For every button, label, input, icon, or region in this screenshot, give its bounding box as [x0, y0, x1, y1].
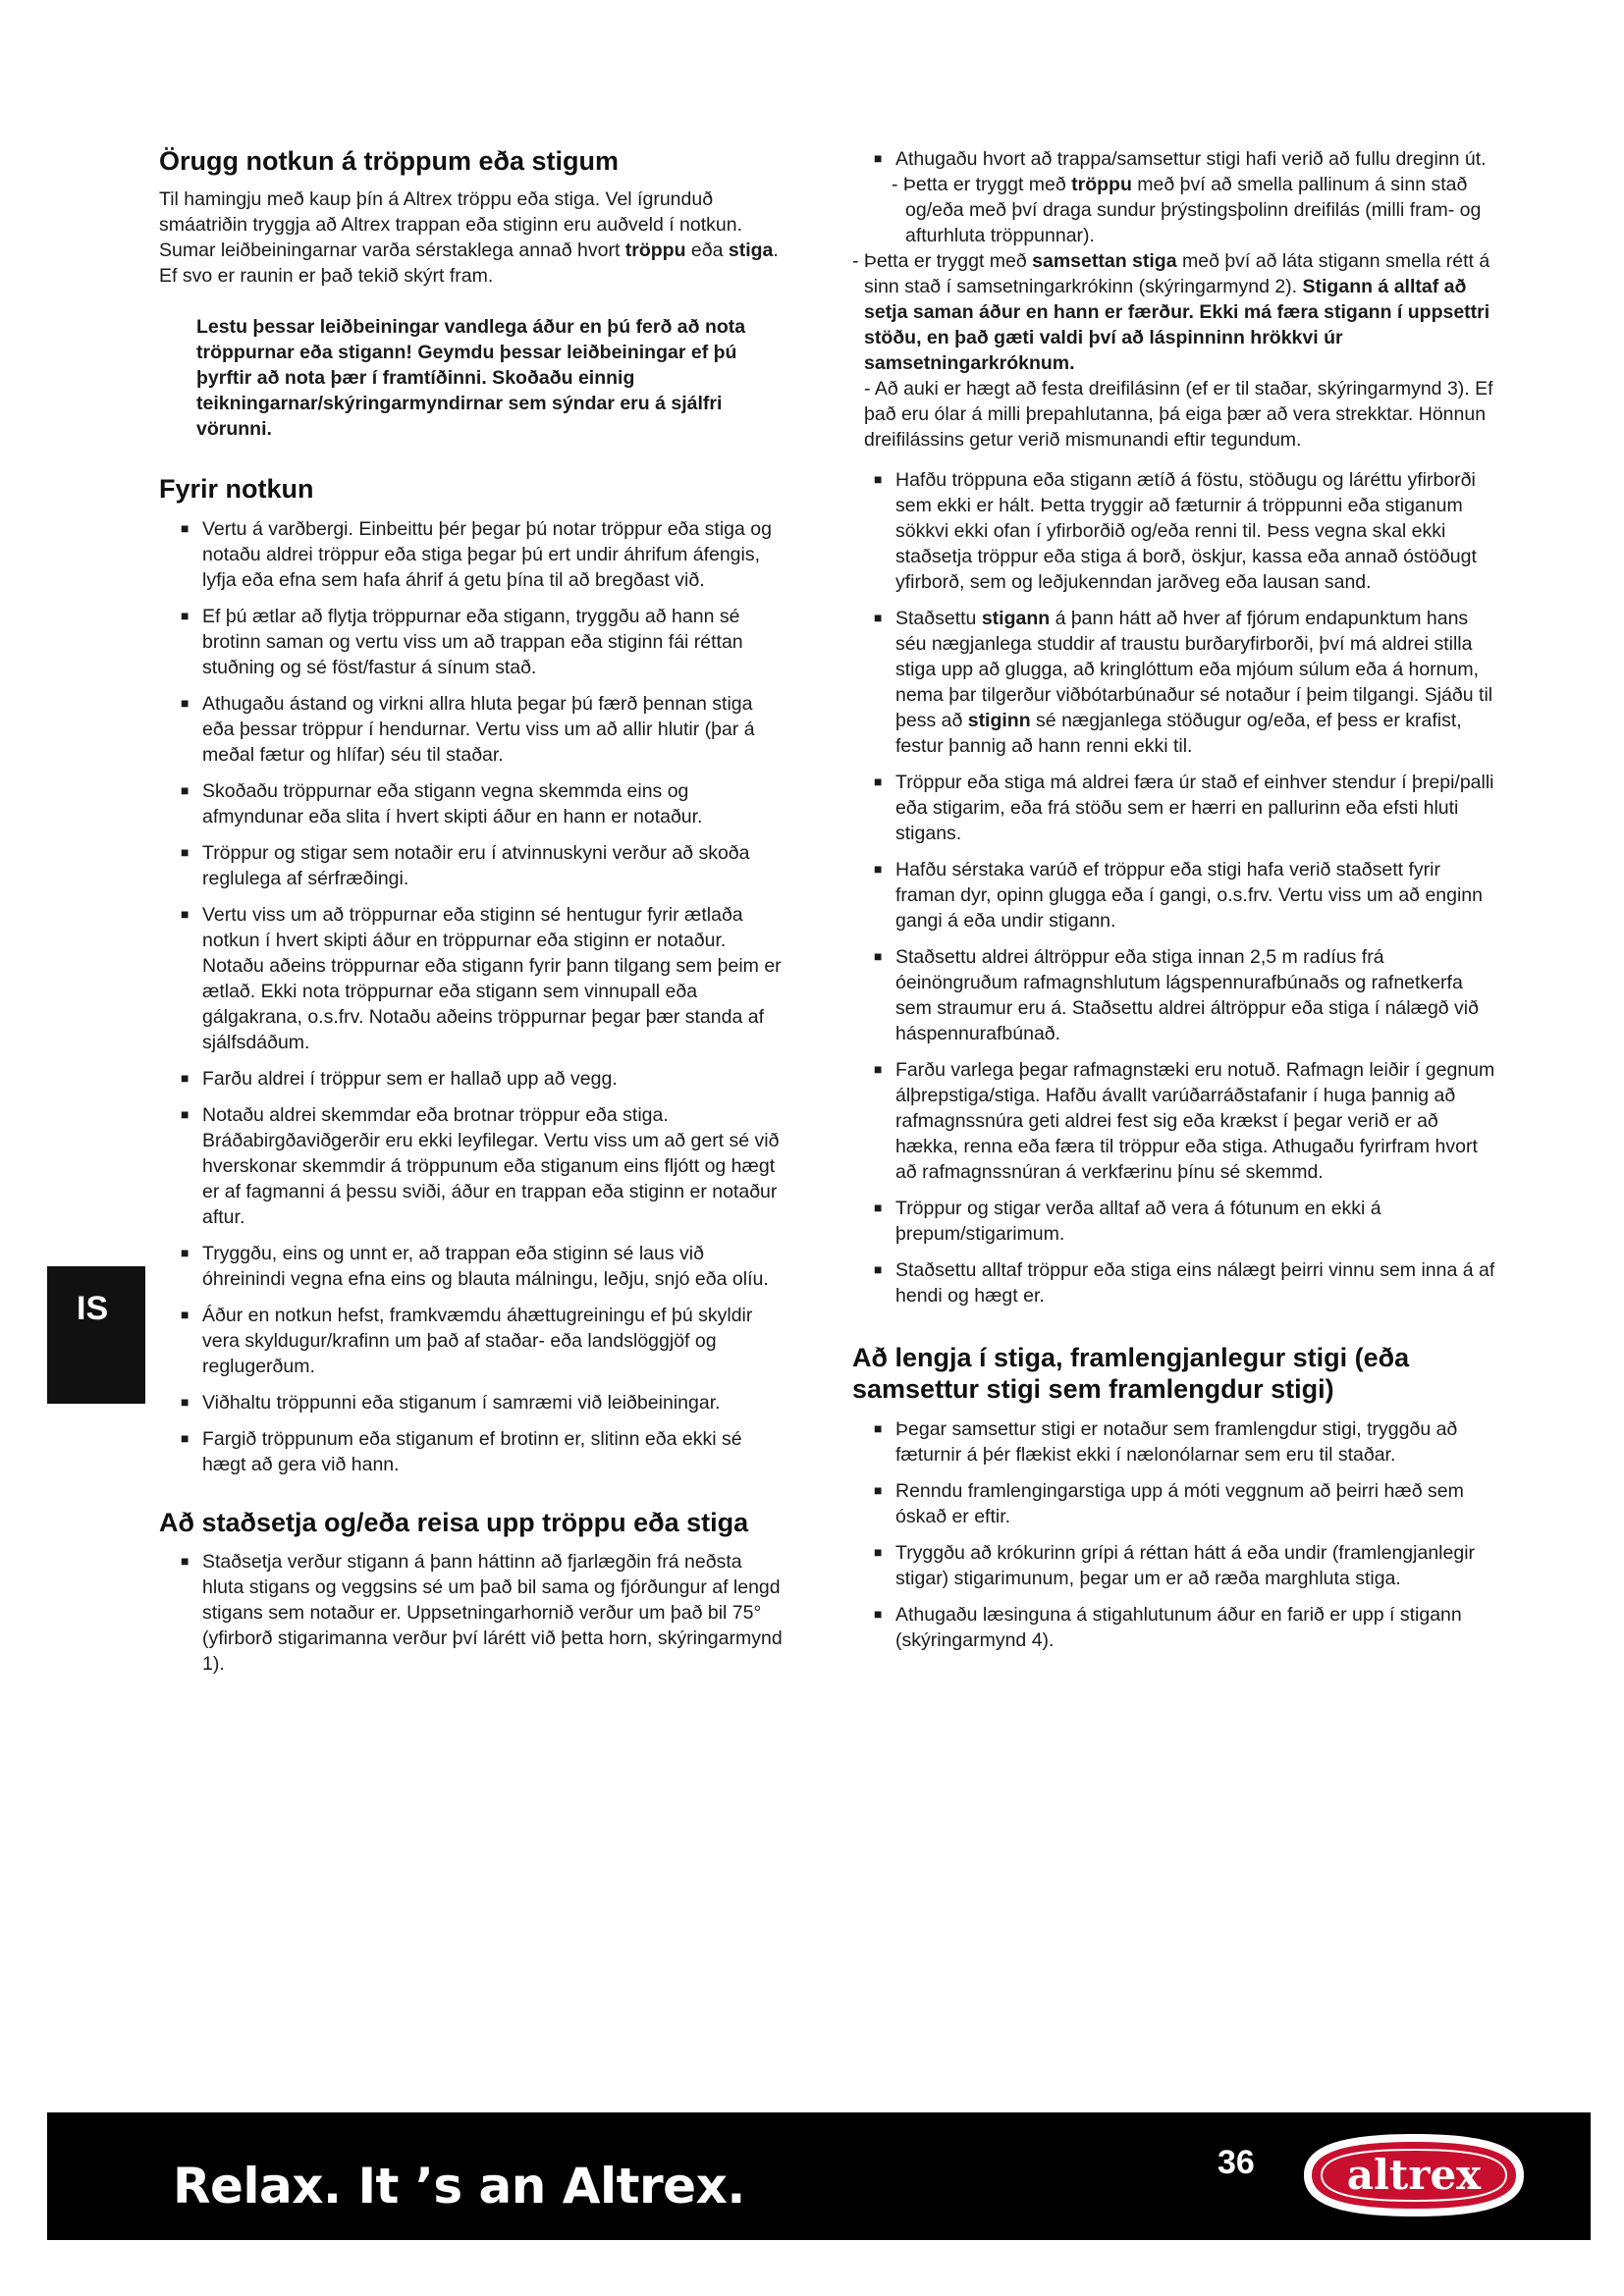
bullet-marker: ■: [874, 1261, 883, 1277]
list-item: [852, 1056, 1500, 1185]
bullet-marker: ■: [181, 781, 189, 798]
list-item: [852, 1539, 1500, 1591]
list-item: [159, 1240, 787, 1292]
list-item: [159, 1101, 787, 1230]
list-item: [852, 769, 1500, 846]
list-item: [852, 943, 1500, 1046]
list-item-text: Staðsettu stigann á þann hátt að hver af fjórum endapunktum hans séu nægjanlega studdir af traustu burðaryfirborði, því má aldrei stilla stiga upp að glugga, að kringlóttum eða mjóum súlum eða á hornum, nema þar tilgerður viðbótarbúnaður sé notaður í þeim tilgangi. Sjáðu til þess að stiginn sé nægjanlega stöðugur og/eða, ef þess er krafist, festur þannig að hann renni ekki til.: [895, 608, 1493, 757]
list-item-text: Þegar samsettur stigi er notaður sem framlengdur stigi, tryggðu að fæturnir á þér flækist ekki í nælonólarnar sem eru til staðar.: [895, 1417, 1458, 1466]
language-code: IS: [77, 1290, 109, 1327]
list-item-text: Tryggðu, eins og unnt er, að trappan eða stiginn sé laus við óhreinindi vegna efna eins og blauta málningu, leðju, snjó eða olíu.: [202, 1242, 769, 1290]
positioning-list: [159, 1548, 787, 1677]
bullet-marker: ■: [874, 1543, 883, 1560]
page-number: 36: [1218, 2144, 1255, 2181]
intro-paragraph: Til hamingju með kaup þín á Altrex tröppu eða stiga. Vel ígrunduð smáatriðin tryggja að Altrex trappan eða stiginn eru auðveld í notkun. Sumar leiðbeiningarnar varða sérstaklega annað hvort tröppu eða stiga. Ef svo er raunin er það tekið skýrt fram.: [159, 188, 779, 288]
list-item-text: Viðhaltu tröppunni eða stiganum í samræmi við leiðbeiningar.: [202, 1391, 721, 1414]
bullet-marker: ■: [874, 948, 883, 964]
sub-item-spreader-lock: - Að auki er hægt að festa dreifilásinn (ef er til staðar, skýringarmynd 3). Ef það eru ólar á milli þrepahlutanna, þá eiga þær að vera strekktar. Hönnun dreifilássins getur verið mismunandi eftir tegundum.: [864, 378, 1493, 451]
placement-list: [852, 466, 1500, 1308]
list-item: [159, 690, 787, 768]
left-column: [159, 145, 787, 1686]
list-item: [159, 515, 787, 593]
list-item: [852, 1256, 1500, 1308]
list-item: [159, 1548, 787, 1677]
bullet-marker: ■: [874, 471, 883, 487]
list-item-text: Renndu framlengingarstiga upp á móti veggnum að þeirri hæð sem óskað er eftir.: [895, 1479, 1464, 1527]
bullet-marker: ■: [874, 1481, 883, 1498]
list-item: [852, 1195, 1500, 1247]
list-item-text: Farðu aldrei í tröppur sem er hallað upp að vegg.: [202, 1067, 618, 1090]
bullet-marker: ■: [874, 150, 883, 166]
extension-check-list: [852, 145, 1500, 172]
bullet-marker: ■: [181, 1306, 189, 1322]
list-item-text: Tröppur og stigar verða alltaf að vera á fótunum en ekki á þrepum/stigarimum.: [895, 1198, 1381, 1245]
bullet-marker: ■: [181, 905, 189, 922]
list-item-text: Notaðu aldrei skemmdar eða brotnar tröppur eða stiga. Bráðabirgðaviðgerðir eru ekki leyfilegar. Vertu viss um að gert sé við hverskonar skemmdir á tröppunum eða stiganum eins fljótt og hægt er af fagmanni á þessu sviði, áður en trappan eða stiginn er notaður aftur.: [202, 1103, 780, 1228]
bullet-marker: ■: [181, 1393, 189, 1410]
list-item-text: Staðsettu aldrei áltröppur eða stiga innan 2,5 m radíus frá óeinöngruðum rafmagnshlutum lágspennurafbúnaðs og rafnetkerfa sem straumur eru á. Staðsettu aldrei áltröppur eða stiga í nálægð við háspennurafbúnað.: [895, 946, 1479, 1044]
bullet-marker: ■: [874, 1419, 883, 1436]
sub-item-combination-ladder: - Þetta er tryggt með samsettan stiga með því að láta stigann smella rétt á sinn stað í samsetningarkrókinn (skýringarmynd 2). Stigann á alltaf að setja saman áður en hann er færður. Ekki má færa stigann í uppsettri stöðu, en það gæti valdi því að láspinninn hrökkvi úr samsetningarkróknum.: [852, 250, 1490, 374]
list-item: [852, 1415, 1500, 1468]
altrex-logo: [1296, 2126, 1532, 2229]
list-item: [159, 901, 787, 1055]
bullet-marker: ■: [181, 1244, 189, 1260]
list-item: [159, 1065, 787, 1092]
list-item-text: Áður en notkun hefst, framkvæmdu áhættugreiningu ef þú skyldir vera skyldugur/krafinn um það af staðar- eða landslöggjöf og reglugerðum.: [202, 1304, 753, 1377]
bullet-marker: ■: [181, 1069, 189, 1086]
list-item: [852, 605, 1500, 759]
bullet-marker: ■: [874, 774, 883, 789]
bullet-marker: ■: [181, 607, 189, 623]
bullet-marker: ■: [181, 1105, 189, 1122]
read-instructions-note: Lestu þessar leiðbeiningar vandlega áður en þú ferð að nota tröppurnar eða stigann! Geymdu þessar leiðbeiningar ef þú þyrftir að nota þær í framtíðinni. Skoðaðu einnig teikningarnar/skýringarmyndirnar sem sýndar eru á sjálfri vörunni.: [196, 316, 746, 441]
list-item-text: Hafðu tröppuna eða stigann ætíð á föstu, stöðugu og láréttu yfirborði sem ekki er hált. Þetta tryggir að fæturnir á tröppunni eða stiganum sökkvi ekki ofan í yfirborðið og/eða renni til. Þess vegna skal ekki staðsetja tröppur eða stiga á borð, öskjur, kassa eða annað óstöðugt yfirborð, sem og leðjukenndan jarðveg eða lausan sand.: [895, 469, 1477, 593]
list-item: [159, 1389, 787, 1415]
list-item: [852, 1601, 1500, 1653]
list-item-text: Vertu viss um að tröppurnar eða stiginn sé hentugur fyrir ætlaða notkun í hvert skipti áður en tröppurnar eða stiginn er notaður. Notaðu aðeins tröppurnar eða stigann fyrir þann tilgang sem þeim er ætlað. Ekki nota tröppurnar eða stigann sem vinnupall eða gálgakrana, o.s.frv. Notaðu aðeins tröppurnar þegar þær standa af sjálfsdáðum.: [202, 903, 782, 1053]
logo-wordmark: altrex: [1346, 2151, 1482, 2199]
bullet-marker: ■: [181, 519, 189, 536]
list-item-text: Farðu varlega þegar rafmagnstæki eru notuð. Rafmagn leiðir í gegnum álþrepstiga/stiga. Hafðu ávallt varúðarráðstafanir í huga þannig að rafmagnssnúra geti aldrei fest sig eða krækst í þegar verið er að hækka, renna eða færa til tröppur eða stiga. Athugaðu fyrirfram hvort að rafmagnssnúran á verkfærinu þínu sé skemmd.: [895, 1059, 1495, 1183]
list-item: [159, 603, 787, 680]
list-item-text: Athugaðu hvort að trappa/samsettur stigi hafi verið að fullu dreginn út.: [895, 148, 1487, 170]
list-item-text: Hafðu sérstaka varúð ef tröppur eða stigi hafa verið staðsett fyrir framan dyr, opinn glugga eða í gangi, o.s.frv. Vertu viss um að enginn gangi á eða undir stigann.: [895, 859, 1483, 932]
list-item-text: Tröppur eða stiga má aldrei færa úr stað ef einhver stendur í þrepi/palli eða stigarim, eða frá stöðu sem er hærri en pallurinn eða efsti hluti stigans.: [895, 772, 1494, 844]
list-item-text: Tröppur og stigar sem notaðir eru í atvinnuskyni verður að skoða reglulega af sérfræðingi.: [202, 841, 750, 889]
list-item: [852, 856, 1500, 934]
list-item-text: Athugaðu læsinguna á stigahlutunum áður en farið er upp í stigann (skýringarmynd 4).: [895, 1603, 1462, 1651]
bullet-marker: ■: [181, 694, 189, 711]
list-item-text: Ef þú ætlar að flytja tröppurnar eða stigann, tryggðu að hann sé brotinn saman og vertu viss um að trappan eða stiginn fái réttan stuðning og sé föst/fastur á sínum stað.: [202, 605, 743, 678]
before-use-list: [159, 515, 787, 1477]
list-item: [159, 839, 787, 891]
bullet-marker: ■: [874, 861, 883, 877]
bullet-marker: ■: [874, 1061, 883, 1077]
section-title-positioning: Að staðsetja og/eða reisa upp tröppu eða stiga: [159, 1507, 749, 1537]
footer-banner: [47, 2112, 1591, 2240]
section-title-safe-use: Örugg notkun á tröppum eða stigum: [159, 146, 619, 176]
bullet-marker: ■: [874, 610, 883, 625]
list-item-text: Staðsetja verður stigann á þann háttinn að fjarlægðin frá neðsta hluta stigans og veggsins sé um það bil sama og fjórðungur af lengd stigans sem notaður er. Uppsetningarhornið verður um það bil 75° (yfirborð stigarimanna verður því lárétt við þetta horn, skýringarmynd 1).: [202, 1551, 783, 1676]
section-title-before-use: Fyrir notkun: [159, 474, 314, 505]
list-item: [852, 145, 1500, 172]
bullet-marker: ■: [874, 1605, 883, 1622]
bullet-marker: ■: [874, 1200, 883, 1215]
extending-list: [852, 1415, 1500, 1653]
bullet-marker: ■: [181, 1553, 189, 1570]
language-tab: [47, 1266, 145, 1404]
list-item-text: Athugaðu ástand og virkni allra hluta þegar þú færð þennan stiga eða þessar tröppur í hendurnar. Vertu viss um að allir hlutir (þar á meðal fætur og hlífar) séu til staðar.: [202, 692, 755, 766]
list-item-text: Tryggðu að krókurinn grípi á réttan hátt á eða undir (framlengjanlegir stigar) stigarimunum, þegar um er að ræða marghluta stiga.: [895, 1541, 1476, 1589]
right-column: [852, 145, 1500, 1663]
sub-item-step: - Þetta er tryggt með tröppu með því að smella pallinum á sinn stað og/eða með því draga sundur þrýstingsþolinn dreifilás (milli fram- og afturhluta tröppunnar).: [892, 174, 1482, 246]
bullet-marker: ■: [181, 843, 189, 860]
bullet-marker: ■: [181, 1429, 189, 1446]
section-title-extending: Að lengja í stiga, framlengjanlegur stigi (eða samsettur stigi sem framlengdur stigi): [852, 1343, 1410, 1405]
list-item-text: Vertu á varðbergi. Einbeittu þér þegar þú notar tröppur eða stiga og notaðu aldrei tröppur eða stiga þegar þú ert undir áhrifum áfengis, lyfja eða efna sem hafa áhrif á getu þína til að bregðast við.: [202, 517, 772, 591]
list-item: [159, 1425, 787, 1477]
list-item: [852, 466, 1500, 595]
list-item: [159, 1302, 787, 1379]
list-item: [159, 777, 787, 829]
footer-slogan: Relax. It ’s an Altrex.: [173, 2158, 745, 2215]
list-item-text: Staðsettu alltaf tröppur eða stiga eins nálægt þeirri vinnu sem inna á af hendi og hægt er.: [895, 1259, 1495, 1307]
list-item-text: Skoðaðu tröppurnar eða stigann vegna skemmda eins og afmyndunar eða slita í hvert skipti áður en hann er notaður.: [202, 779, 703, 828]
list-item-text: Fargið tröppunum eða stiganum ef brotinn er, slitinn eða ekki sé hægt að gera við hann.: [202, 1427, 742, 1475]
list-item: [852, 1477, 1500, 1529]
altrex-logo-graphic: [1296, 2126, 1532, 2224]
